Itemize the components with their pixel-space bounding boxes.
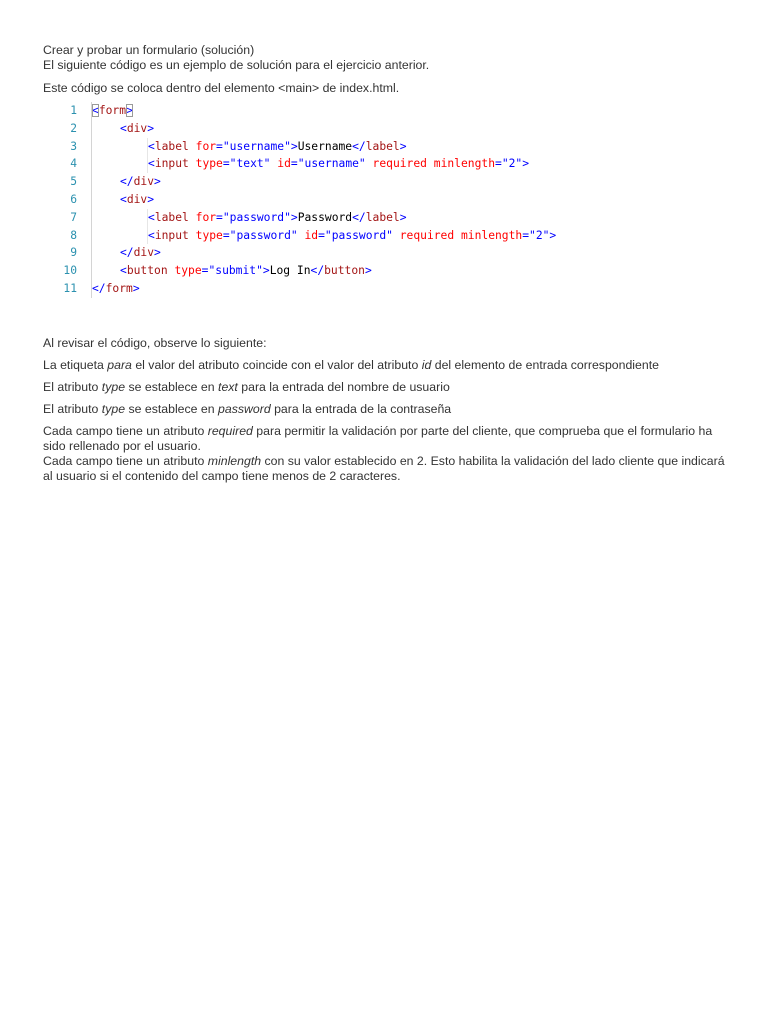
note-item: Cada campo tiene un atributo minlength con su valor establecido en 2. Esto habilita la validación del lado cliente que indicará al usuario si el contenido del campo tiene menos de 2 caracteres. [43, 453, 725, 483]
note-item: El atributo type se establece en text para la entrada del nombre de usuario [43, 379, 450, 394]
line-number: 3 [70, 139, 77, 153]
intro-text: El siguiente código es un ejemplo de solución para el ejercicio anterior. [43, 58, 430, 72]
code-line: 4 <input type="text" id="username" required minlength="2"> [53, 155, 733, 173]
document-page [43, 43, 733, 484]
line-number: 11 [63, 281, 77, 295]
code-line: 2 <div> [53, 120, 733, 138]
line-number: 10 [63, 264, 77, 278]
code-line: 3 <label for="username">Username</label> [53, 138, 733, 156]
bracket-highlight: < [92, 104, 99, 117]
code-line: 6 <div> [53, 191, 733, 209]
note-item: El atributo type se establece en password para la entrada de la contraseña [43, 401, 452, 416]
line-number: 9 [70, 246, 77, 260]
line-number: 7 [70, 210, 77, 224]
line-number: 1 [70, 104, 77, 117]
note-item: La etiqueta para el valor del atributo coincide con el valor del atributo id del elemento de entrada correspondiente [43, 357, 659, 372]
note-item: Cada campo tiene un atributo required para permitir la validación por parte del cliente, que comprueba que el formulario ha sido rellenado por el usuario. [43, 423, 713, 453]
code-line: 9 </div> [53, 244, 733, 262]
document-title: Crear y probar un formulario (solución) [43, 43, 255, 57]
code-block [53, 102, 733, 298]
code-line: 11 </form> [53, 280, 733, 298]
line-number: 8 [70, 228, 77, 242]
line-number: 4 [70, 157, 77, 171]
notes-lead: Al revisar el código, observe lo siguiente: [43, 335, 267, 350]
line-number: 2 [70, 121, 77, 135]
code-line: 1 <form> [53, 102, 733, 120]
notes-section [43, 336, 733, 484]
line-number: 6 [70, 192, 77, 206]
line-number: 5 [70, 175, 77, 189]
placement-text: Este código se coloca dentro del elemento <main> de index.html. [43, 81, 400, 95]
code-line: 10 <button type="submit">Log In</button> [53, 262, 733, 280]
code-line: 7 <label for="password">Password</label> [53, 209, 733, 227]
code-line: 8 <input type="password" id="password" required minlength="2"> [53, 227, 733, 245]
code-line: 5 </div> [53, 173, 733, 191]
